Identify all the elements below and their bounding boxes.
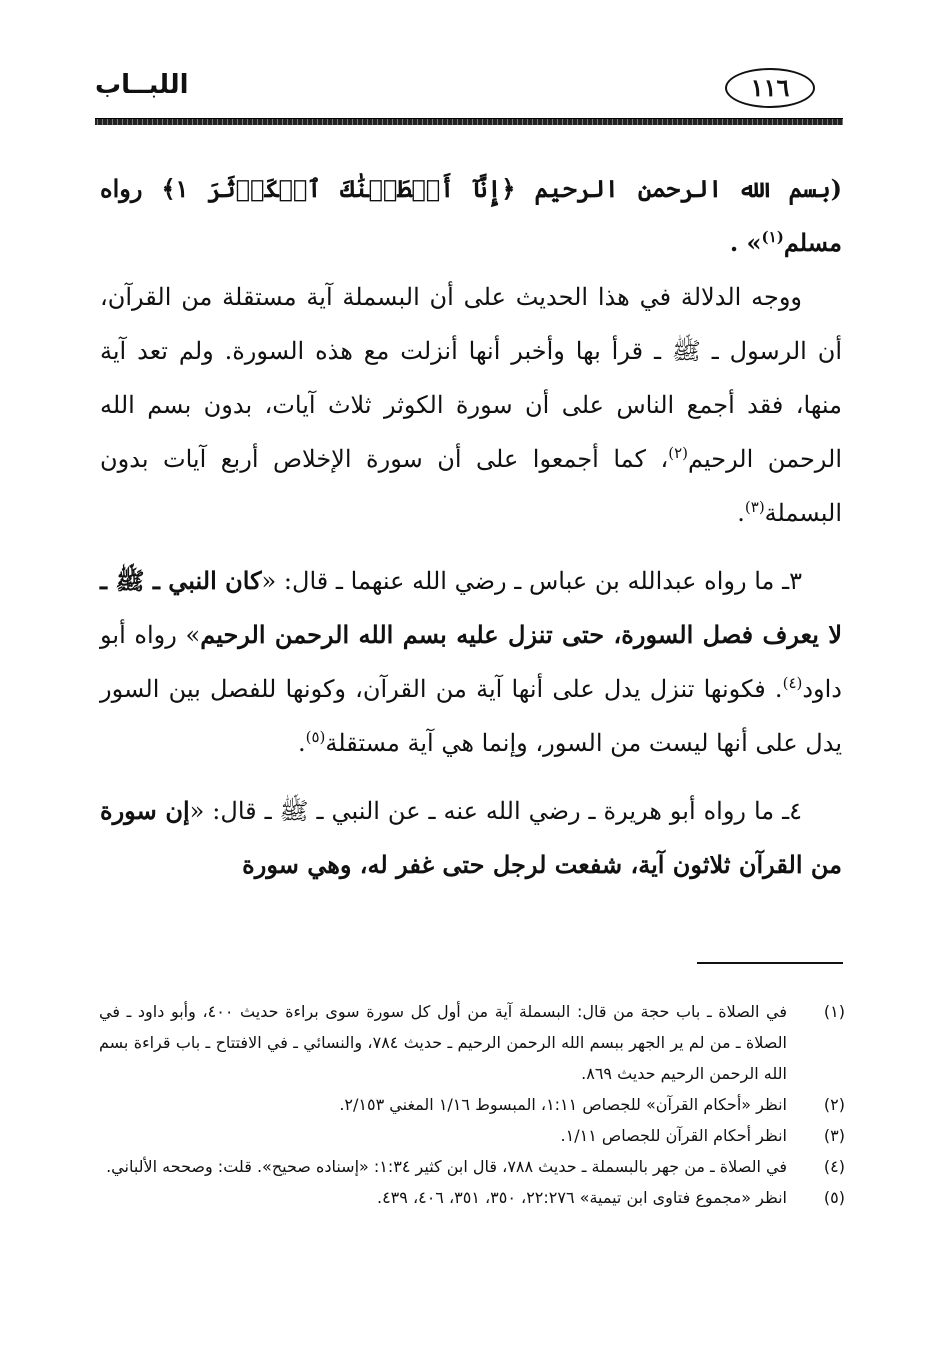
paragraph-2-text-b: ، كما أجمعوا على أن سورة الإخلاص أربع آيات بدون البسملة [100,445,842,527]
footnote-ref-5: (٥) [305,728,326,746]
paragraph-2-text-a: ووجه الدلالة في هذا الحديث على أن البسملة آية مستقلة من القرآن، أن الرسول ـ ﷺ ـ قرأ بها وأخبر أنها أنزلت مع هذه السورة. ولم تعد آية منها، فقد أجمع الناس على أن سورة الكوثر ثلاث آيات، بدون بسم الله الرحمن الرحيم [100,283,843,473]
footnote-ref-4: (٤) [782,674,803,692]
footnote-1 [99,996,845,1089]
footnote-4 [99,1151,845,1182]
page-number: ١١٦ [725,68,815,108]
header-rule [95,118,843,125]
paragraph-4 [100,784,842,892]
footnote-number: (٥) [823,1188,845,1207]
paragraph-4-text-a: ٤ـ ما رواه أبو هريرة ـ رضي الله عنه ـ عن النبي ـ ﷺ ـ قال: « [189,797,802,825]
paragraph-1-end: » . [729,228,762,257]
footnote-text: انظر «أحكام القرآن» للجصاص ١:١١، المبسوط ١/١٦ المغني ٢/١٥٣. [339,1095,787,1114]
paragraph-3 [100,554,842,770]
book-title: اللبــاب [95,70,189,100]
footnote-number: (٤) [823,1157,845,1176]
footnote-number: (٢) [823,1095,845,1114]
footnote-3 [99,1120,845,1151]
paragraph-3-text-c: . فكونها تنزل يدل على أنها آية من القرآن، وكونها للفصل بين السور يدل على أنها ليست من السور، وإنما هي آية مستقلة [100,675,842,757]
footnote-number: (١) [823,1002,845,1021]
footnote-number: (٣) [823,1126,845,1145]
paragraph-3-text-b: » رواه أبو داود [100,621,842,703]
paragraph-2 [100,270,842,540]
main-text [100,162,842,892]
footnote-text: في الصلاة ـ باب حجة من قال: البسملة آية من أول كل سورة سوى براءة حديث ٤٠٠، وأبو داود ـ في الصلاة ـ من لم ير الجهر ببسم الله الرحمن الرحيم ـ حديث ٧٨٤، والنسائي ـ في الافتتاح ـ باب قراءة بسم الله الرحمن الرحيم حديث ٨٦٩. [99,1002,787,1083]
footnote-text: في الصلاة ـ من جهر بالبسملة ـ حديث ٧٨٨، قال ابن كثير ١:٣٤: «إسناده صحيح». قلت: وصححه الألباني. [106,1157,787,1176]
hadith-quote-2: إن سورة من القرآن ثلاثون آية، شفعت لرجل حتى غفر له، وهي سورة [100,796,842,879]
hadith-quote-1: كان النبي ـ ﷺ ـ لا يعرف فصل السورة، حتى تنزل عليه بسم الله الرحمن الرحيم [100,566,843,649]
paragraph-3-text-a: ٣ـ ما رواه عبدالله بن عباس ـ رضي الله عنهما ـ قال: « [261,567,803,595]
footnote-5 [99,1182,845,1213]
footnote-text: انظر «مجموع فتاوى ابن تيمية» ٢٢:٢٧٦، ٣٥٠، ٣٥١، ٤٠٦، ٤٣٩. [376,1188,787,1207]
paragraph-2-end: . [737,499,745,527]
footnote-ref-3: (٣) [744,498,765,516]
footnote-ref-1: (١) [761,228,784,246]
quran-quote: (بسم الله الرحمن الرحيم ﴿إِنَّآ أَعۡطَيۡنَٰكَ ٱلۡكَوۡثَرَ ١﴾ رواه مسلم [100,174,843,257]
footnote-2 [99,1089,845,1120]
footnotes [99,996,845,1213]
footnote-ref-2: (٢) [668,444,689,462]
paragraph-1 [100,162,842,270]
page-header [95,66,843,112]
footnote-separator [697,962,843,964]
footnote-text: انظر أحكام القرآن للجصاص ١/١١. [560,1126,787,1145]
paragraph-3-end: . [297,729,306,757]
